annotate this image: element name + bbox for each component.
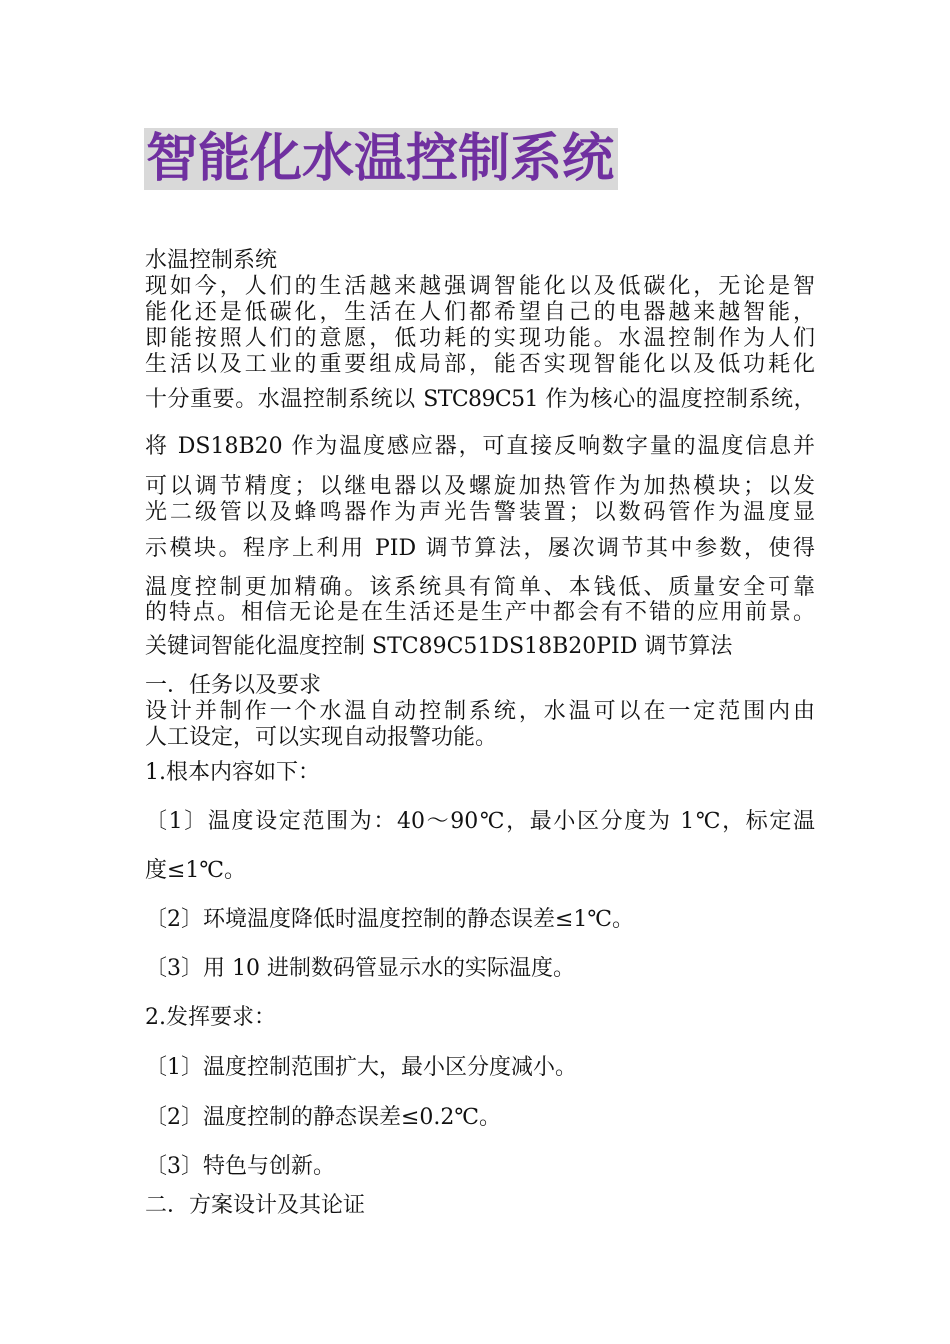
extended-requirements-heading: 2.发挥要求： [145,1005,276,1030]
abstract-line-10: 温度控制更加精确。该系统具有简单、本钱低、质量安全可靠 [145,575,815,600]
keywords: 关键词智能化温度控制 STC89C51DS18B20PID 调节算法 [145,634,733,659]
extended-item-1: 〔1〕温度控制范围扩大，最小区分度减小。 [145,1055,577,1080]
basic-item-2: 〔2〕环境温度降低时温度控制的静态误差≤1℃。 [145,907,635,932]
subtitle: 水温控制系统 [145,248,278,273]
abstract-line-5: 十分重要。水温控制系统以 STC89C51 作为核心的温度控制系统， [145,387,815,412]
extended-item-3: 〔3〕特色与创新。 [145,1154,335,1179]
basic-content-heading: 1.根本内容如下： [145,760,320,785]
abstract-line-7: 可以调节精度；以继电器以及螺旋加热管作为加热模块；以发 [145,474,815,499]
abstract-line-9: 示模块。程序上利用 PID 调节算法，屡次调节其中参数，使得 [145,536,815,561]
basic-item-1-line-2: 度≤1℃。 [145,858,247,883]
section1-heading: 一．任务以及要求 [145,673,322,698]
abstract-line-3: 即能按照人们的意愿，低功耗的实现功能。水温控制作为人们 [145,326,815,351]
abstract-line-1: 现如今，人们的生活越来越强调智能化以及低碳化，无论是智 [145,274,815,299]
abstract-line-6: 将 DS18B20 作为温度感应器，可直接反响数字量的温度信息并 [145,434,815,459]
section2-heading: 二．方案设计及其论证 [145,1193,366,1218]
abstract-line-11: 的特点。相信无论是在生活还是生产中都会有不错的应用前景。 [145,600,815,625]
extended-item-2: 〔2〕温度控制的静态误差≤0.2℃。 [145,1105,502,1130]
abstract-line-4: 生活以及工业的重要组成局部，能否实现智能化以及低功耗化 [145,352,815,377]
document-title: 智能化水温控制系统 [144,128,618,190]
abstract-line-8: 光二级管以及蜂鸣器作为声光告警装置；以数码管作为温度显 [145,500,815,525]
basic-item-3: 〔3〕用 10 进制数码管显示水的实际温度。 [145,956,575,981]
basic-item-1-line-1: 〔1〕温度设定范围为：40～90℃，最小区分度为 1℃，标定温 [145,809,815,834]
section1-intro-line-2: 人工设定，可以实现自动报警功能。 [145,725,498,750]
abstract-line-2: 能化还是低碳化，生活在人们都希望自己的电器越来越智能， [145,300,815,325]
section1-intro-line-1: 设计并制作一个水温自动控制系统，水温可以在一定范围内由 [145,699,815,724]
